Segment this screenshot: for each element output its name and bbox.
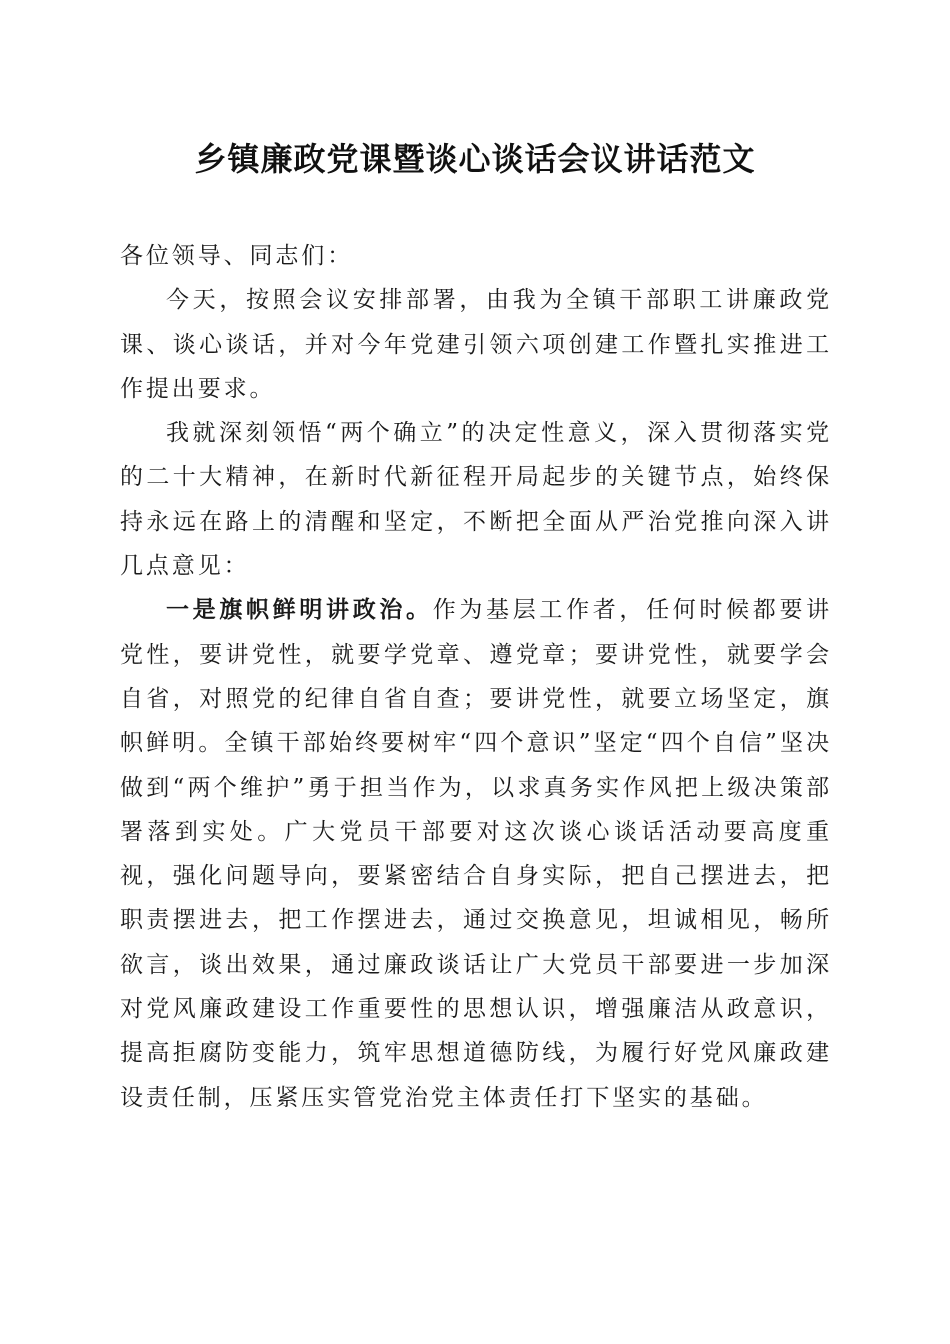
paragraph-opinions: 我就深刻领悟“两个确立”的决定性意义，深入贯彻落实党的二十大精神，在新时代新征程开局起步的关键节点，始终保持永远在路上的清醒和坚定，不断把全面从严治党推向深入讲几点意见： <box>120 420 832 580</box>
section-one-text: 作为基层工作者，任何时候都要讲党性，要讲党性，就要学党章、遵党章；要讲党性，就要学会自省，对照党的纪律自省自查；要讲党性，就要立场坚定，旗帜鲜明。全镇干部始终要树牢“四个意识”坚定“四个自信”坚决做到“两个维护”勇于担当作为，以求真务实作风把上级决策部署落到实处。广大党员干部要对这次谈心谈话活动要高度重视，强化问题导向，要紧密结合自身实际，把自己摆进去，把职责摆进去，把工作摆进去，通过交换意见，坦诚相见，畅所欲言，谈出效果，通过廉政谈话让广大党员干部要进一步加深对党风廉政建设工作重要性的思想认识，增强廉洁从政意识，提高拒腐防变能力，筑牢思想道德防线，为履行好党风廉政建设责任制，压紧压实管党治党主体责任打下坚实的基础。 <box>120 597 833 1111</box>
salutation: 各位领导、同志们： <box>120 243 354 269</box>
section-one-heading: 一是旗帜鲜明讲政治。 <box>166 596 433 624</box>
paragraph-section-one <box>120 588 832 1120</box>
document-title: 乡镇廉政党课暨谈心谈话会议讲话范文 <box>194 140 756 178</box>
document-body <box>120 234 832 1120</box>
paragraph-intro: 今天，按照会议安排部署，由我为全镇干部职工讲廉政党课、谈心谈话，并对今年党建引领六项创建工作暨扎实推进工作提出要求。 <box>120 287 832 402</box>
